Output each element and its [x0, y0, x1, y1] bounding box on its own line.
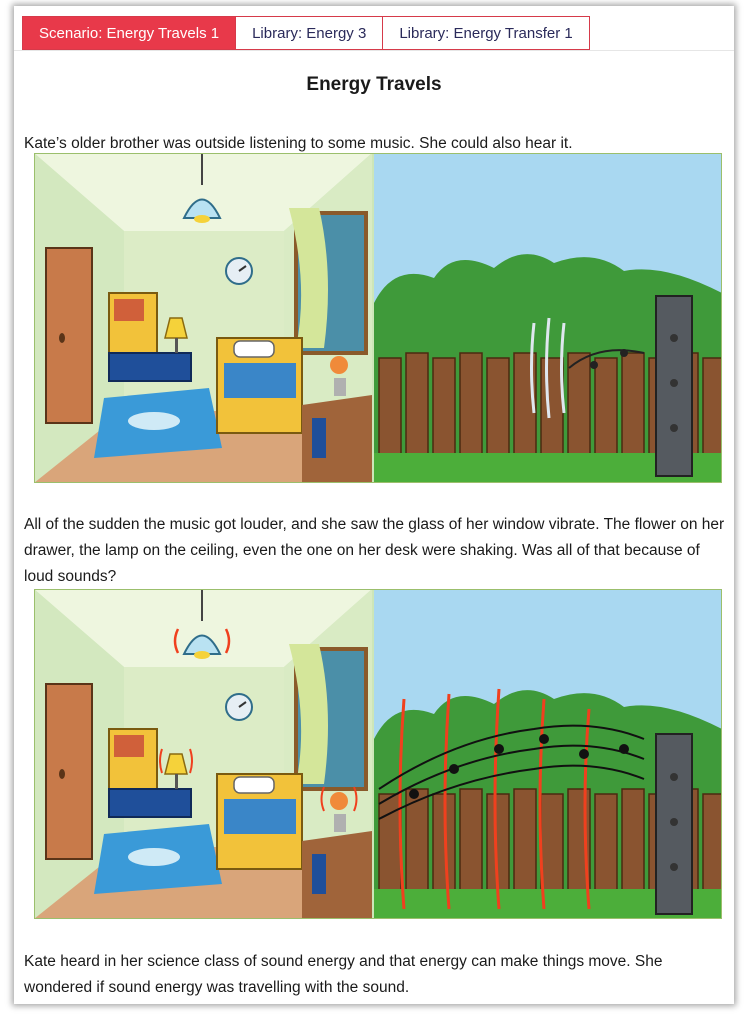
tab-divider [14, 50, 734, 51]
tab-library-energy-3[interactable]: Library: Energy 3 [236, 16, 383, 50]
scene-illustration-vibrating [34, 589, 722, 919]
paragraph-vibration: All of the sudden the music got louder, and she saw the glass of her window vibrate. The flower on her drawer, the lamp on the ceiling, even the one on her desk were shaking. Was all of that because of loud sounds? [24, 516, 725, 585]
scene-illustration-calm [34, 153, 722, 483]
content-panel [14, 6, 734, 1004]
page-title: Energy Travels [306, 74, 442, 95]
tab-bar [22, 16, 590, 50]
tab-scenario-energy-travels-1[interactable]: Scenario: Energy Travels 1 [22, 16, 236, 50]
paragraph-intro: Kate’s older brother was outside listening to some music. She could also hear it. [24, 135, 573, 152]
paragraph-conclusion: Kate heard in her science class of sound energy and that energy can make things move. She wondered if sound energy was travelling with the sound. [24, 953, 663, 996]
tab-library-energy-transfer-1[interactable]: Library: Energy Transfer 1 [383, 16, 589, 50]
